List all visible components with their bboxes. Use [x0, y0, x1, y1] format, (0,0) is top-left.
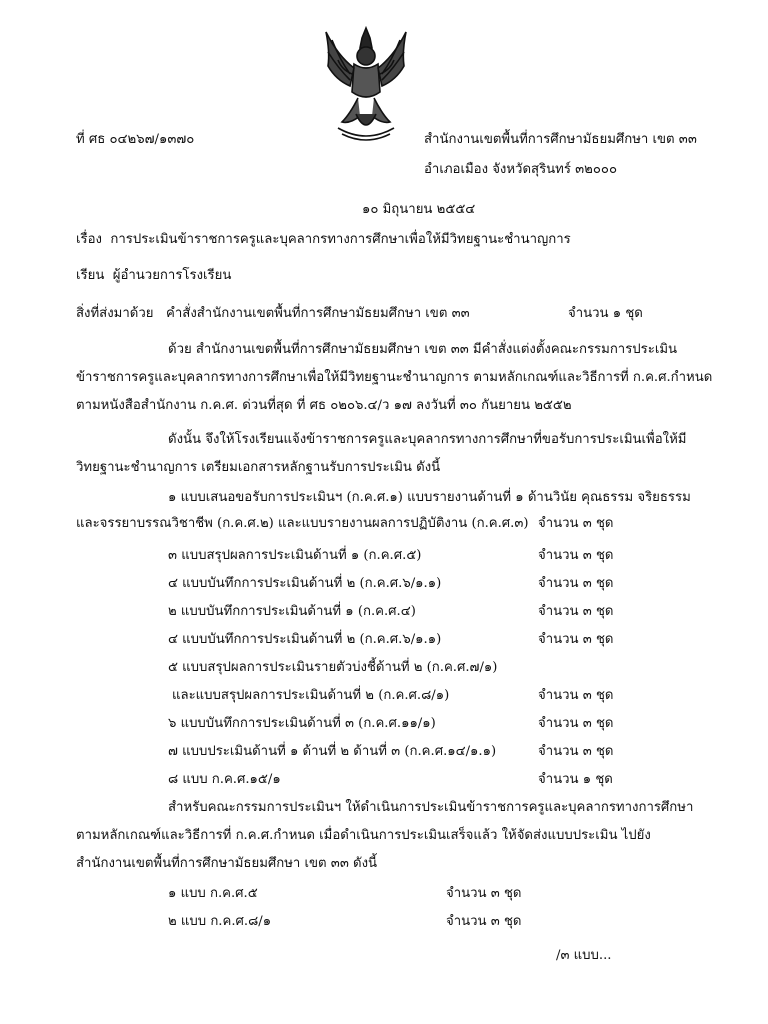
send-list-quantity: จำนวน ๓ ชุด: [446, 886, 522, 901]
list-item-quantity: จำนวน ๓ ชุด: [538, 744, 614, 759]
salutation-line: [76, 264, 231, 285]
list-item-quantity: จำนวน ๓ ชุด: [538, 632, 614, 647]
paragraph-instruction: [76, 426, 694, 482]
list-item-quantity: จำนวน ๓ ชุด: [538, 548, 614, 563]
document-number: ที่ ศธ ๐๔๒๖๗/๑๓๗๐: [76, 132, 195, 147]
office-address: อำเภอเมือง จังหวัดสุรินทร์ ๓๒๐๐๐: [424, 162, 617, 177]
paragraph-line: ดังนั้น จึงให้โรงเรียนแจ้งข้าราชการครูและบุคลากรทางการศึกษาที่ขอรับการประเมินเพื่อให้มี: [168, 432, 687, 447]
salutation-label: เรียน: [76, 268, 105, 283]
list-item-line: ๕ แบบสรุปผลการประเมินรายตัวบ่งชี้ด้านที่ ๒ (ก.ค.ศ.๗/๑): [168, 660, 498, 675]
paragraph-line: ตามหลักเกณฑ์และวิธีการที่ ก.ค.ศ.กำหนด เมื่อดำเนินการประเมินเสร็จแล้ว ให้จัดส่งแบบประเมิน ไปยัง: [76, 828, 651, 843]
paragraph-line: สำหรับคณะกรรมการประเมินฯ ให้ดำเนินการประเมินข้าราชการครูและบุคลากรทางการศึกษา: [168, 800, 694, 815]
list-item-quantity: จำนวน ๓ ชุด: [538, 604, 614, 619]
paragraph-intro: [76, 336, 713, 420]
salutation-text: ผู้อำนวยการโรงเรียน: [112, 268, 232, 283]
list-item-quantity: จำนวน ๓ ชุด: [538, 576, 614, 591]
enclosure-label: สิ่งที่ส่งมาด้วย: [76, 306, 154, 321]
list-item: ๔ แบบบันทึกการประเมินด้านที่ ๒ (ก.ค.ศ.๖/๑.๑): [168, 576, 442, 591]
list-item-line: ๑ แบบเสนอขอรับการประเมินฯ (ก.ค.ศ.๑) แบบรายงานด้านที่ ๑ ด้านวินัย คุณธรรม จริยธรรม: [168, 490, 691, 505]
send-list-item: ๑ แบบ ก.ค.ศ.๕: [168, 886, 258, 901]
send-list-item: ๒ แบบ ก.ค.ศ.๘/๑: [168, 914, 272, 929]
list-item-quantity: จำนวน ๑ ชุด: [538, 772, 613, 787]
garuda-emblem-icon: [320, 26, 412, 144]
paragraph-line: วิทยฐานะชำนาญการ เตรียมเอกสารหลักฐานรับการประเมิน ดังนี้: [76, 460, 441, 475]
document-date: ๑๐ มิถุนายน ๒๕๕๔: [362, 202, 476, 217]
subject-line: [76, 228, 571, 249]
paragraph-line: สำนักงานเขตพื้นที่การศึกษามัธยมศึกษา เขต ๓๓ ดังนี้: [76, 856, 378, 871]
send-list-quantity: จำนวน ๓ ชุด: [446, 914, 522, 929]
list-item: ๖ แบบบันทึกการประเมินด้านที่ ๓ (ก.ค.ศ.๑๑/๑): [168, 716, 436, 731]
list-item: ๘ แบบ ก.ค.ศ.๑๕/๑: [168, 772, 281, 787]
subject-label: เรื่อง: [76, 232, 102, 247]
office-name: สำนักงานเขตพื้นที่การศึกษามัธยมศึกษา เขต ๓๓: [424, 132, 697, 147]
list-item-quantity: จำนวน ๓ ชุด: [538, 716, 614, 731]
enclosure-line: [76, 302, 470, 323]
list-item: ๗ แบบประเมินด้านที่ ๑ ด้านที่ ๒ ด้านที่ ๓ (ก.ค.ศ.๑๔/๑.๑): [168, 744, 497, 759]
enclosure-text: คำสั่งสำนักงานเขตพื้นที่การศึกษามัธยมศึกษา เขต ๓๓: [166, 306, 470, 321]
paragraph-line: ข้าราชการครูและบุคลากรทางการศึกษาเพื่อให้มีวิทยฐานะชำนาญการ ตามหลักเกณฑ์และวิธีการที่ ก.ค.ศ.กำหนด: [76, 370, 713, 385]
enclosure-quantity: จำนวน ๑ ชุด: [568, 306, 643, 321]
list-item-quantity: จำนวน ๓ ชุด: [538, 688, 614, 703]
list-item: ๔ แบบบันทึกการประเมินด้านที่ ๒ (ก.ค.ศ.๖/๑.๑): [168, 632, 442, 647]
list-item-line: และจรรยาบรรณวิชาชีพ (ก.ค.ศ.๒) และแบบรายงานผลการปฏิบัติงาน (ก.ค.ศ.๓): [76, 516, 529, 531]
list-item: ๓ แบบสรุปผลการประเมินด้านที่ ๑ (ก.ค.ศ.๕): [168, 548, 422, 563]
paragraph-committee: [76, 794, 694, 878]
paragraph-line: ตามหนังสือสำนักงาน ก.ค.ศ. ด่วนที่สุด ที่ ศธ ๐๒๐๖.๔/ว ๑๗ ลงวันที่ ๓๐ กันยายน ๒๕๕๒: [76, 398, 572, 413]
list-item-line: และแบบสรุปผลการประเมินด้านที่ ๒ (ก.ค.ศ.๘/๑): [172, 688, 450, 703]
list-item: ๒ แบบบันทึกการประเมินด้านที่ ๑ (ก.ค.ศ.๔): [168, 604, 416, 619]
subject-text: การประเมินข้าราชการครูและบุคลากรทางการศึกษาเพื่อให้มีวิทยฐานะชำนาญการ: [110, 232, 571, 247]
paragraph-line: ด้วย สำนักงานเขตพื้นที่การศึกษามัธยมศึกษา เขต ๓๓ มีคำสั่งแต่งตั้งคณะกรรมการประเมิน: [168, 342, 678, 357]
list-item-quantity: จำนวน ๓ ชุด: [538, 516, 614, 531]
page-continuation: /๓ แบบ...: [556, 948, 612, 963]
